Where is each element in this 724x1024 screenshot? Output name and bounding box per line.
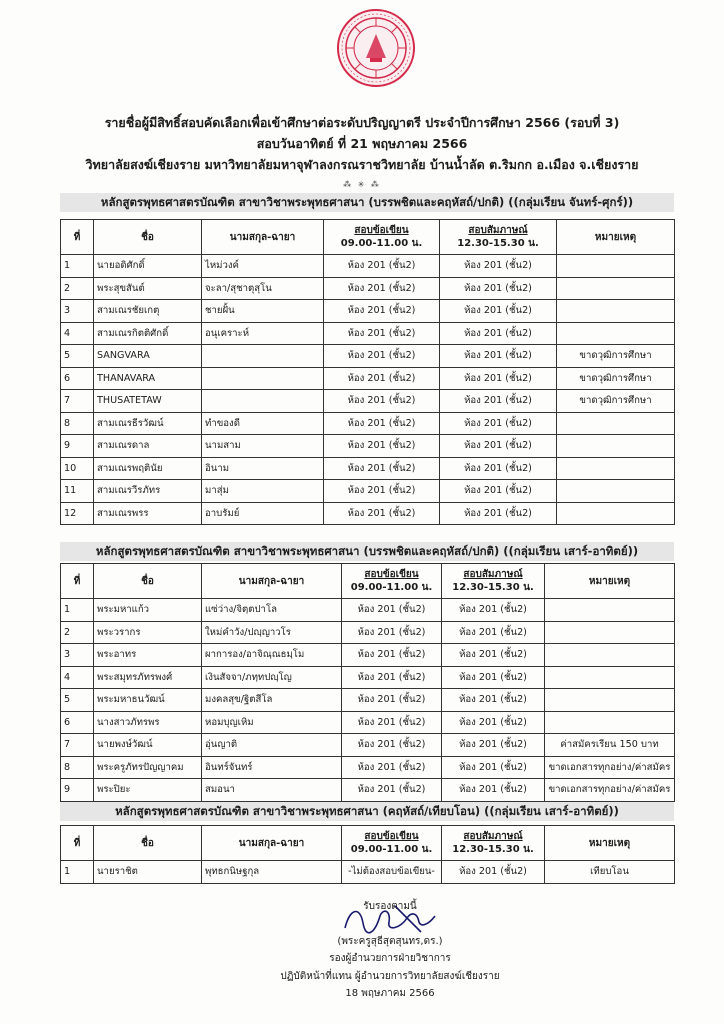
cell-interview: ห้อง 201 (ชั้น2) xyxy=(442,861,545,884)
table-row xyxy=(61,689,675,712)
cell-interview: ห้อง 201 (ชั้น2) xyxy=(440,480,557,503)
cell-surname xyxy=(202,345,324,368)
cell-name: THANAVARA xyxy=(94,367,202,390)
cell-surname: นามสาม xyxy=(202,435,324,458)
cell-note: ขาดเอกสารทุกอย่าง/ค่าสมัคร xyxy=(545,779,675,802)
cell-name: พระอาทร xyxy=(94,644,202,667)
cell-no: 1 xyxy=(61,861,94,884)
header-line-1: รายชื่อผู้มีสิทธิ์สอบคัดเลือกเพื่อเข้าศึกษาต่อระดับปริญญาตรี ประจำปีการศึกษา 2566 (รอบที่ 3) xyxy=(104,115,620,130)
col-name: ชื่อ xyxy=(94,564,202,599)
cell-written: ห้อง 201 (ชั้น2) xyxy=(324,255,440,278)
cell-written: ห้อง 201 (ชั้น2) xyxy=(342,711,442,734)
cell-name: THUSATETAW xyxy=(94,390,202,413)
col-note: หมายเหตุ xyxy=(545,826,675,861)
cell-no: 7 xyxy=(61,734,94,757)
cell-interview: ห้อง 201 (ชั้น2) xyxy=(440,255,557,278)
cell-written: ห้อง 201 (ชั้น2) xyxy=(342,599,442,622)
table-row xyxy=(61,390,675,413)
table-row xyxy=(61,367,675,390)
cell-interview: ห้อง 201 (ชั้น2) xyxy=(440,367,557,390)
cell-no: 9 xyxy=(61,779,94,802)
header-line-3: วิทยาลัยสงฆ์เชียงราย มหาวิทยาลัยมหาจุฬาลงกรณราชวิทยาลัย บ้านน้ำลัด ต.ริมกก อ.เมือง จ.เชียงราย xyxy=(85,157,639,172)
cell-name: สามเณรดาล xyxy=(94,435,202,458)
cell-surname: จะลา/สุชาตุสุโน xyxy=(202,277,324,300)
col-name: ชื่อ xyxy=(94,220,202,255)
cell-no: 1 xyxy=(61,255,94,278)
section-title-2: หลักสูตรพุทธศาสตรบัณฑิต สาขาวิชาพระพุทธศาสนา (บรรพชิตและคฤหัสถ์/ปกติ) ((กลุ่มเรียน เสาร์-อาทิตย์)) xyxy=(60,542,674,561)
cell-surname: มาสุ่ม xyxy=(202,480,324,503)
cell-no: 1 xyxy=(61,599,94,622)
cell-note: ขาดเอกสารทุกอย่าง/ค่าสมัคร xyxy=(545,756,675,779)
cell-note xyxy=(557,457,675,480)
cell-surname: อินทร์จันทร์ xyxy=(202,756,342,779)
cell-note xyxy=(545,599,675,622)
col-no: ที่ xyxy=(61,826,94,861)
cell-name: นางสาวภัทรพร xyxy=(94,711,202,734)
section-title-3: หลักสูตรพุทธศาสตรบัณฑิต สาขาวิชาพระพุทธศาสนา (คฤหัสถ์/เทียบโอน) ((กลุ่มเรียน เสาร์-อาทิตย์)) xyxy=(60,802,674,821)
cell-note xyxy=(545,689,675,712)
cell-no: 6 xyxy=(61,367,94,390)
table-row xyxy=(61,300,675,323)
cell-surname: อนุเคราะห์ xyxy=(202,322,324,345)
cell-name: สามเณรกิตติศักดิ์ xyxy=(94,322,202,345)
col-surname: นามสกุล-ฉายา xyxy=(202,564,342,599)
cell-surname: พุทธกนิษฐกุล xyxy=(202,861,342,884)
cell-note xyxy=(557,435,675,458)
cell-interview: ห้อง 201 (ชั้น2) xyxy=(440,390,557,413)
cell-name: SANGVARA xyxy=(94,345,202,368)
cell-written: ห้อง 201 (ชั้น2) xyxy=(324,345,440,368)
cell-written: ห้อง 201 (ชั้น2) xyxy=(324,367,440,390)
cell-surname: แซ่ว่าง/จิตฺตปาโล xyxy=(202,599,342,622)
cell-surname xyxy=(202,367,324,390)
section-title-1: หลักสูตรพุทธศาสตรบัณฑิต สาขาวิชาพระพุทธศาสนา (บรรพชิตและคฤหัสถ์/ปกติ) ((กลุ่มเรียน จันทร์-ศุกร์)) xyxy=(60,193,674,212)
section-3-table xyxy=(60,825,675,884)
table-row xyxy=(61,621,675,644)
cell-note: ขาดวุฒิการศึกษา xyxy=(557,390,675,413)
cell-no: 2 xyxy=(61,621,94,644)
cell-written: ห้อง 201 (ชั้น2) xyxy=(342,644,442,667)
cell-interview: ห้อง 201 (ชั้น2) xyxy=(440,457,557,480)
cell-interview: ห้อง 201 (ชั้น2) xyxy=(442,689,545,712)
cell-written: ห้อง 201 (ชั้น2) xyxy=(324,300,440,323)
cell-no: 3 xyxy=(61,300,94,323)
cell-name: สามเณรวีรภัทร xyxy=(94,480,202,503)
document-header xyxy=(0,112,724,175)
table-row xyxy=(61,457,675,480)
cell-interview: ห้อง 201 (ชั้น2) xyxy=(442,644,545,667)
col-surname: นามสกุล-ฉายา xyxy=(202,220,324,255)
cell-no: 9 xyxy=(61,435,94,458)
cell-surname: ทำของดี xyxy=(202,412,324,435)
table-row xyxy=(61,255,675,278)
cell-no: 5 xyxy=(61,689,94,712)
cell-no: 8 xyxy=(61,412,94,435)
col-surname: นามสกุล-ฉายา xyxy=(202,826,342,861)
section-1-table xyxy=(60,219,675,525)
table-row xyxy=(61,756,675,779)
col-interview: สอบสัมภาษณ์ 12.30-15.30 น. xyxy=(442,826,545,861)
header-line-2: สอบวันอาทิตย์ ที่ 21 พฤษภาคม 2566 xyxy=(256,136,468,151)
cell-name: สามเณรพฤตินัย xyxy=(94,457,202,480)
cell-surname: อินาม xyxy=(202,457,324,480)
cell-note xyxy=(557,322,675,345)
col-written: สอบข้อเขียน 09.00-11.00 น. xyxy=(342,564,442,599)
cell-written: ห้อง 201 (ชั้น2) xyxy=(342,621,442,644)
col-name: ชื่อ xyxy=(94,826,202,861)
col-written: สอบข้อเขียน 09.00-11.00 น. xyxy=(324,220,440,255)
cell-surname: อุ่นญาติ xyxy=(202,734,342,757)
cell-note xyxy=(545,644,675,667)
cell-written: ห้อง 201 (ชั้น2) xyxy=(324,322,440,345)
table-row xyxy=(61,502,675,525)
cell-interview: ห้อง 201 (ชั้น2) xyxy=(440,435,557,458)
cell-interview: ห้อง 201 (ชั้น2) xyxy=(442,599,545,622)
cell-surname xyxy=(202,390,324,413)
cell-written: ห้อง 201 (ชั้น2) xyxy=(324,502,440,525)
cell-name: นายราชิต xyxy=(94,861,202,884)
cell-written: ห้อง 201 (ชั้น2) xyxy=(342,734,442,757)
cell-no: 11 xyxy=(61,480,94,503)
cell-no: 2 xyxy=(61,277,94,300)
cell-written: ห้อง 201 (ชั้น2) xyxy=(342,779,442,802)
cell-note xyxy=(557,412,675,435)
table-row xyxy=(61,861,675,884)
cell-written: ห้อง 201 (ชั้น2) xyxy=(342,666,442,689)
signer-position: รองผู้อำนวยการฝ่ายวิชาการ xyxy=(329,953,451,964)
cell-surname: ใหม่คำวัง/ปญฺญาวโร xyxy=(202,621,342,644)
cell-written: ห้อง 201 (ชั้น2) xyxy=(324,435,440,458)
table-row xyxy=(61,345,675,368)
cell-no: 6 xyxy=(61,711,94,734)
cell-interview: ห้อง 201 (ชั้น2) xyxy=(442,621,545,644)
cell-name: นายพงษ์วัฒน์ xyxy=(94,734,202,757)
signature-date: 18 พฤษภาคม 2566 xyxy=(345,988,435,999)
table-row xyxy=(61,277,675,300)
cell-note: ขาดวุฒิการศึกษา xyxy=(557,367,675,390)
col-note: หมายเหตุ xyxy=(545,564,675,599)
cell-no: 7 xyxy=(61,390,94,413)
cell-interview: ห้อง 201 (ชั้น2) xyxy=(442,756,545,779)
cell-name: พระสุขสันต์ xyxy=(94,277,202,300)
certified-text: รับรองตามนี้ xyxy=(363,901,417,912)
cell-name: นายอดิศักดิ์ xyxy=(94,255,202,278)
table-row xyxy=(61,666,675,689)
cell-note xyxy=(557,502,675,525)
cell-note xyxy=(545,621,675,644)
cell-note xyxy=(545,666,675,689)
cell-name: พระปิยะ xyxy=(94,779,202,802)
cell-note: ค่าสมัครเรียน 150 บาท xyxy=(545,734,675,757)
cell-interview: ห้อง 201 (ชั้น2) xyxy=(440,300,557,323)
cell-surname: อาบรัมย์ xyxy=(202,502,324,525)
cell-written: ห้อง 201 (ชั้น2) xyxy=(324,412,440,435)
cell-name: สามเณรชัยเกตุ xyxy=(94,300,202,323)
cell-name: พระครูภัทรปัญญาคม xyxy=(94,756,202,779)
cell-no: 4 xyxy=(61,666,94,689)
section-2-rows xyxy=(61,599,675,802)
cell-no: 10 xyxy=(61,457,94,480)
cell-written: ห้อง 201 (ชั้น2) xyxy=(324,277,440,300)
cell-written: ห้อง 201 (ชั้น2) xyxy=(324,390,440,413)
cell-note xyxy=(545,711,675,734)
cell-surname: เงินสัจจา/ภทฺทปญฺโญ xyxy=(202,666,342,689)
col-note: หมายเหตุ xyxy=(557,220,675,255)
section-3-rows xyxy=(61,861,675,884)
cell-interview: ห้อง 201 (ชั้น2) xyxy=(440,277,557,300)
cell-no: 8 xyxy=(61,756,94,779)
section-1-rows xyxy=(61,255,675,525)
cell-note xyxy=(557,480,675,503)
col-no: ที่ xyxy=(61,564,94,599)
cell-name: พระมหาแก้ว xyxy=(94,599,202,622)
table-row xyxy=(61,734,675,757)
table-row xyxy=(61,435,675,458)
signer-acting: ปฏิบัติหน้าที่แทน ผู้อำนวยการวิทยาลัยสงฆ์เชียงราย xyxy=(280,970,500,982)
cell-surname: ไหม่วงค์ xyxy=(202,255,324,278)
cell-interview: ห้อง 201 (ชั้น2) xyxy=(442,734,545,757)
cell-interview: ห้อง 201 (ชั้น2) xyxy=(440,502,557,525)
section-2-table xyxy=(60,563,675,802)
cell-interview: ห้อง 201 (ชั้น2) xyxy=(440,345,557,368)
table-row xyxy=(61,779,675,802)
cell-written: ห้อง 201 (ชั้น2) xyxy=(324,457,440,480)
table-row xyxy=(61,322,675,345)
table-row xyxy=(61,599,675,622)
col-no: ที่ xyxy=(61,220,94,255)
table-row xyxy=(61,480,675,503)
signer-name: (พระครูสุธีสุตสุนทร,ดร.) xyxy=(337,935,443,947)
table-row xyxy=(61,412,675,435)
ornament-divider: ⁂ ✳ ⁂ xyxy=(343,180,381,189)
cell-interview: ห้อง 201 (ชั้น2) xyxy=(440,412,557,435)
cell-surname: ผาการอง/อาจิณฺณธมฺโม xyxy=(202,644,342,667)
cell-no: 4 xyxy=(61,322,94,345)
cell-surname: ชายฝั้น xyxy=(202,300,324,323)
cell-name: พระมหาธนวัฒน์ xyxy=(94,689,202,712)
cell-no: 5 xyxy=(61,345,94,368)
cell-note: เทียบโอน xyxy=(545,861,675,884)
cell-written: ห้อง 201 (ชั้น2) xyxy=(342,689,442,712)
cell-interview: ห้อง 201 (ชั้น2) xyxy=(442,779,545,802)
col-written: สอบข้อเขียน 09.00-11.00 น. xyxy=(342,826,442,861)
table-row xyxy=(61,711,675,734)
col-interview: สอบสัมภาษณ์ 12.30-15.30 น. xyxy=(442,564,545,599)
cell-name: พระวรากร xyxy=(94,621,202,644)
cell-surname: สมอนา xyxy=(202,779,342,802)
cell-note xyxy=(557,300,675,323)
signature-block xyxy=(250,898,530,1003)
cell-interview: ห้อง 201 (ชั้น2) xyxy=(442,711,545,734)
cell-surname: มงคลสุข/ฐิตสีโล xyxy=(202,689,342,712)
cell-written: ห้อง 201 (ชั้น2) xyxy=(324,480,440,503)
cell-name: พระสมุทรภัทรพงศ์ xyxy=(94,666,202,689)
university-seal xyxy=(336,8,416,88)
cell-written: ห้อง 201 (ชั้น2) xyxy=(342,756,442,779)
cell-interview: ห้อง 201 (ชั้น2) xyxy=(442,666,545,689)
cell-surname: หอมบุญเหิม xyxy=(202,711,342,734)
cell-note xyxy=(557,255,675,278)
table-row xyxy=(61,644,675,667)
col-interview: สอบสัมภาษณ์ 12.30-15.30 น. xyxy=(440,220,557,255)
cell-name: สามเณรพรร xyxy=(94,502,202,525)
cell-name: สามเณรธีรวัฒน์ xyxy=(94,412,202,435)
cell-interview: ห้อง 201 (ชั้น2) xyxy=(440,322,557,345)
cell-note: ขาดวุฒิการศึกษา xyxy=(557,345,675,368)
cell-no: 3 xyxy=(61,644,94,667)
cell-written: -ไม่ต้องสอบข้อเขียน- xyxy=(342,861,442,884)
cell-no: 12 xyxy=(61,502,94,525)
cell-note xyxy=(557,277,675,300)
